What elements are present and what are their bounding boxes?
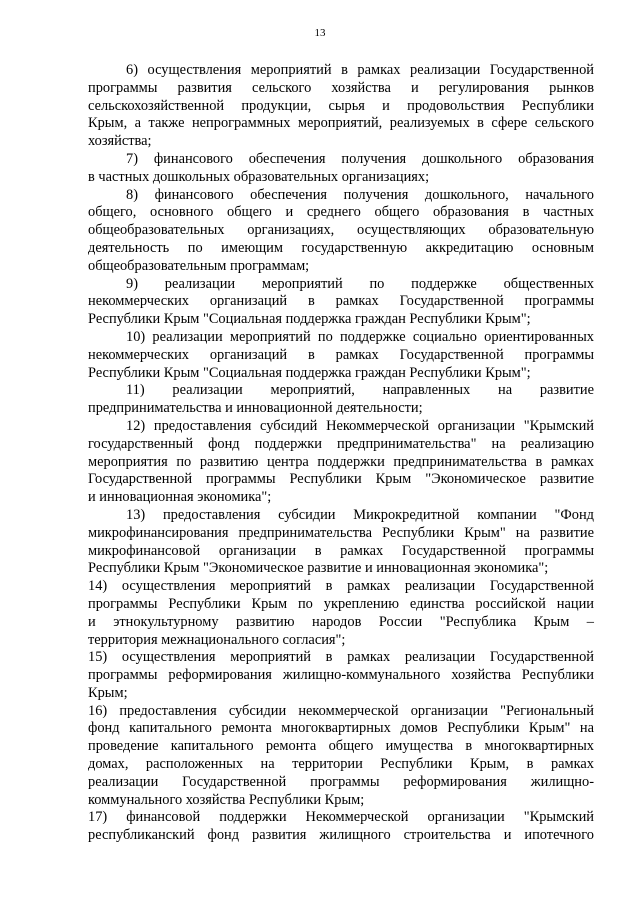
paragraph-line: сельскохозяйственной продукции, сырья и продовольствия Республики	[88, 97, 594, 114]
paragraph-line: микрофинансовой организации в рамках Государственной программы	[88, 542, 594, 559]
paragraph-line: 11) реализации мероприятий, направленных на развитие	[126, 382, 594, 399]
paragraph-line: и этнокультурному развитию народов России "Республика Крым –	[88, 613, 594, 630]
paragraph-line: общего, основного общего и среднего общего образования в частных	[88, 204, 594, 221]
paragraph-line: республиканский фонд развития жилищного строительства и ипотечного	[88, 827, 594, 844]
document-body	[88, 62, 594, 845]
paragraph-line: Крым;	[88, 684, 128, 701]
paragraph-line: реализации Государственной программы реформирования жилищно-	[88, 773, 594, 790]
paragraph-line: общеобразовательных организациях, осуществляющих образовательную	[88, 222, 594, 239]
paragraph-line: территория межнационального согласия";	[88, 631, 346, 648]
paragraph-line: 10) реализации мероприятий по поддержке социально ориентированных	[126, 328, 594, 345]
paragraph-line: 9) реализации мероприятий по поддержке общественных	[126, 275, 594, 292]
paragraph-line: Республики Крым "Социальная поддержка граждан Республики Крым";	[88, 311, 531, 328]
paragraph-line: фонд капитального ремонта многоквартирных домов Республики Крым" на	[88, 720, 594, 737]
list-item-paragraph	[88, 418, 594, 507]
paragraph-line: Государственной программы Республики Крым "Экономическое развитие	[88, 471, 594, 488]
paragraph-line: 7) финансового обеспечения получения дошкольного образования	[126, 150, 594, 167]
paragraph-line: 14) осуществления мероприятий в рамках реализации Государственной	[88, 578, 594, 595]
paragraph-line: общеобразовательным программам;	[88, 257, 310, 274]
paragraph-line: государственный фонд поддержки предпринимательства" на реализацию	[88, 435, 594, 452]
list-item-paragraph	[88, 703, 594, 810]
paragraph-line: некоммерческих организаций в рамках Государственной программы	[88, 293, 594, 310]
list-item-paragraph	[88, 507, 594, 578]
paragraph-line: деятельность по имеющим государственную аккредитацию основным	[88, 239, 594, 256]
paragraph-line: 8) финансового обеспечения получения дошкольного, начального	[126, 186, 594, 203]
paragraph-line: 13) предоставления субсидии Микрокредитной компании "Фонд	[126, 506, 594, 523]
paragraph-line: 17) финансовой поддержки Некоммерческой организации "Крымский	[88, 809, 594, 826]
paragraph-line: хозяйства;	[88, 133, 152, 150]
list-item-paragraph	[88, 649, 594, 702]
list-item-paragraph	[88, 62, 594, 151]
paragraph-line: 16) предоставления субсидии некоммерческой организации "Региональный	[88, 702, 594, 719]
paragraph-line: микрофинансирования предпринимательства Республики Крым" на развитие	[88, 524, 594, 541]
list-item-paragraph	[88, 151, 594, 187]
paragraph-line: 15) осуществления мероприятий в рамках реализации Государственной	[88, 649, 594, 666]
paragraph-line: предпринимательства и инновационной деятельности;	[88, 400, 423, 417]
list-item-paragraph	[88, 276, 594, 329]
paragraph-line: проведение капитального ремонта общего имущества в многоквартирных	[88, 738, 594, 755]
paragraph-line: и инновационная экономика";	[88, 489, 272, 506]
page-number: 13	[314, 27, 326, 39]
paragraph-line: коммунального хозяйства Республики Крым;	[88, 791, 365, 808]
paragraph-line: некоммерческих организаций в рамках Государственной программы	[88, 346, 594, 363]
paragraph-line: Республики Крым "Экономическое развитие и инновационная экономика";	[88, 560, 549, 577]
paragraph-line: 6) осуществления мероприятий в рамках реализации Государственной	[126, 62, 594, 78]
paragraph-line: Республики Крым "Социальная поддержка граждан Республики Крым";	[88, 364, 531, 381]
list-item-paragraph	[88, 187, 594, 276]
paragraph-line: Крым, а также непрограммных мероприятий, реализуемых в сфере сельского	[88, 115, 594, 132]
paragraph-line: 12) предоставления субсидий Некоммерческой организации "Крымский	[126, 417, 594, 434]
paragraph-line: мероприятия по развитию центра поддержки предпринимательства в рамках	[88, 453, 594, 470]
list-item-paragraph	[88, 382, 594, 418]
list-item-paragraph	[88, 809, 594, 845]
list-item-paragraph	[88, 578, 594, 649]
paragraph-line: в частных дошкольных образовательных организациях;	[88, 168, 430, 185]
paragraph-line: домах, расположенных на территории Республики Крым, в рамках	[88, 756, 594, 773]
paragraph-line: программы реформирования жилищно-коммунального хозяйства Республики	[88, 667, 594, 684]
paragraph-line: программы развития сельского хозяйства и регулирования рынков	[88, 79, 594, 96]
list-item-paragraph	[88, 329, 594, 382]
paragraph-line: программы Республики Крым по укреплению единства российской нации	[88, 595, 594, 612]
